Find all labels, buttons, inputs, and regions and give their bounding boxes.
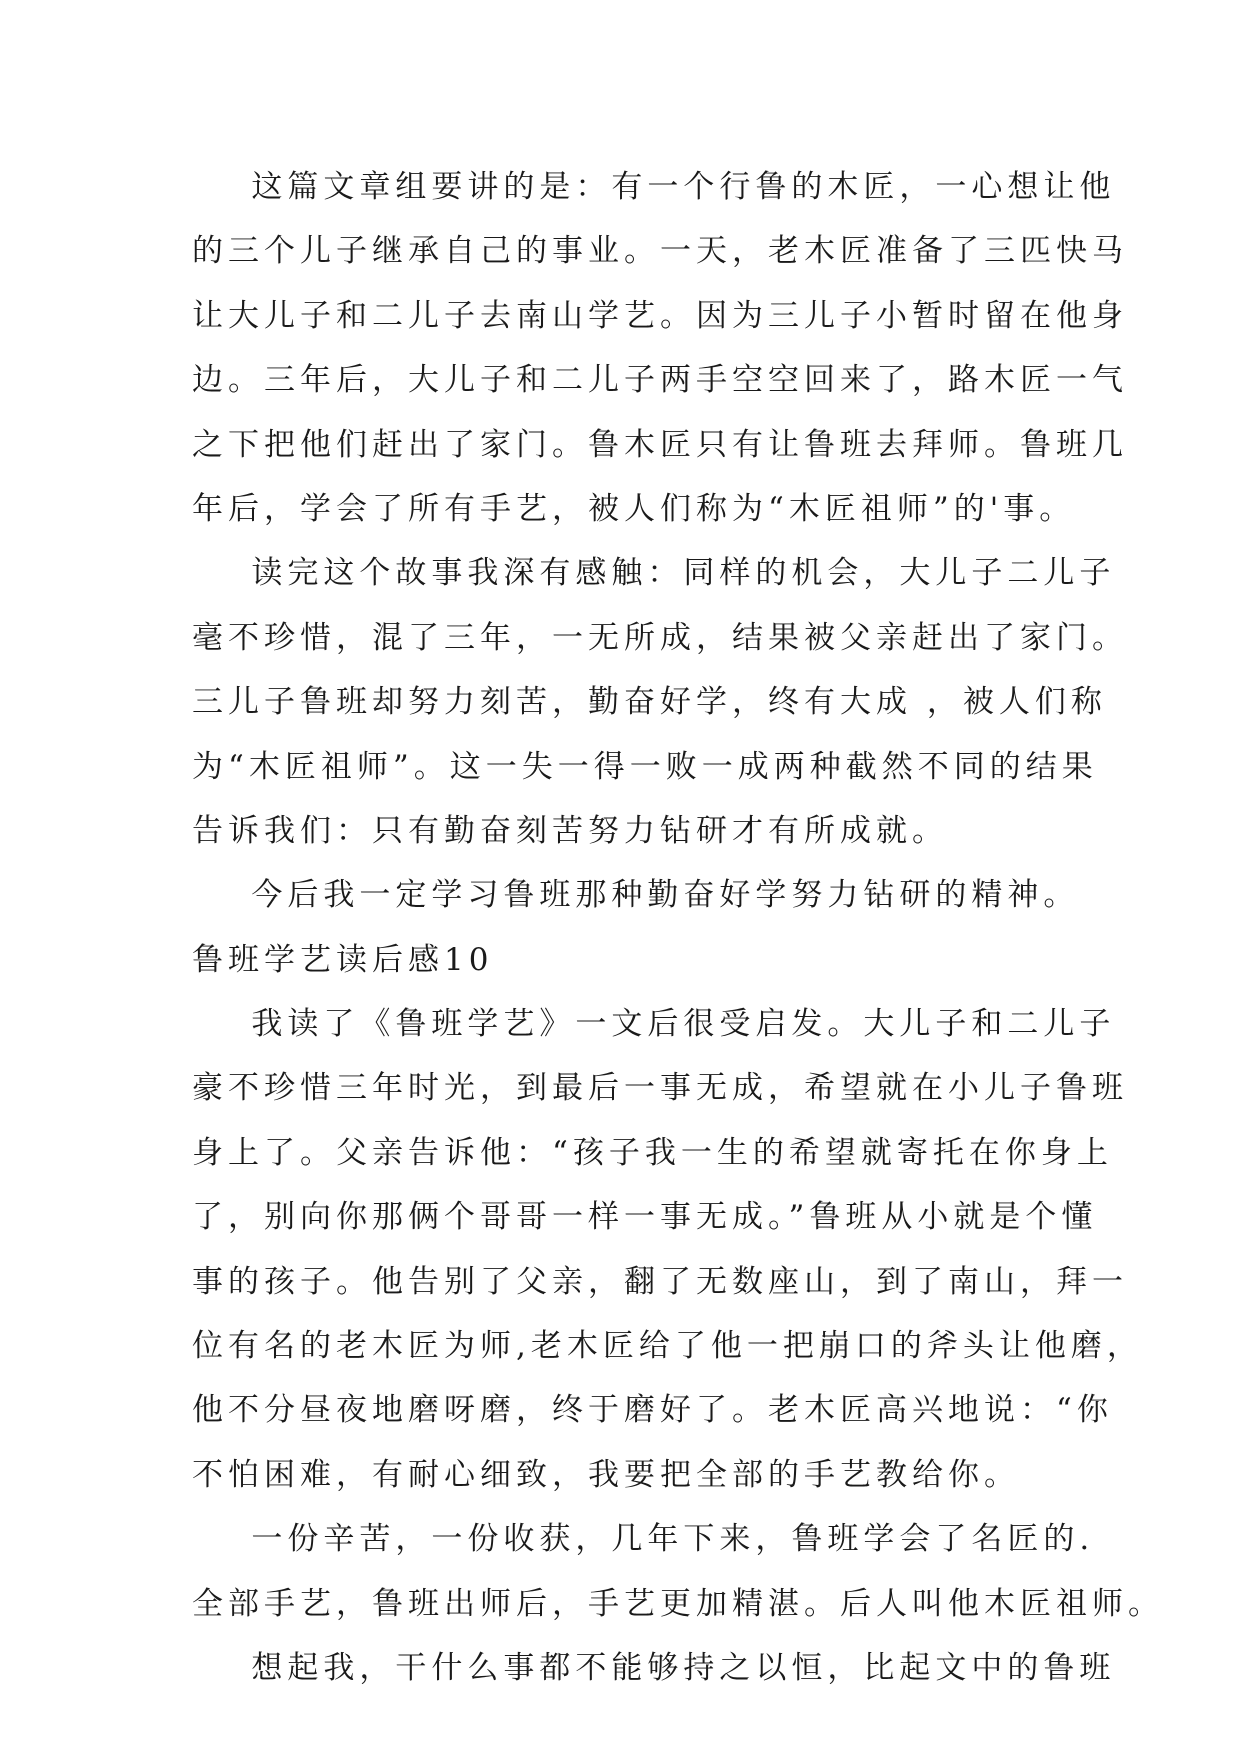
text-line: 的三个儿子继承自己的事业。一天，老木匠准备了三匹快马 [192,233,1128,270]
text-line: 这篇文章组要讲的是：有一个行鲁的木匠，一心想让他 [192,169,1116,205]
text-line: 不怕困难，有耐心细致，我要把全部的手艺教给你。 [192,1456,1020,1493]
section-heading: 鲁班学艺读后感10 [192,941,494,978]
text-line: 一份辛苦，一份收获，几年下来，鲁班学会了名匠的. [192,1521,1095,1558]
text-line: 身上了。父亲告诉他：“孩子我一生的希望就寄托在你身上 [192,1134,1113,1171]
text-line: 读完这个故事我深有感触：同样的机会，大儿子二儿子 [192,555,1116,592]
text-line: 之下把他们赶出了家门。鲁木匠只有让鲁班去拜师。鲁班几 [192,426,1128,463]
text-line: 年后，学会了所有手艺，被人们称为“木匠祖师”的'事。 [192,490,1076,527]
text-line: 让大儿子和二儿子去南山学艺。因为三儿子小暂时留在他身 [192,297,1128,334]
document-body [192,155,1164,1700]
text-line: 边。三年后，大儿子和二儿子两手空空回来了，路木匠一气 [192,362,1128,399]
text-line: 事的孩子。他告别了父亲，翻了无数座山，到了南山，拜一 [192,1263,1128,1300]
text-line: 位有名的老木匠为师,老木匠给了他一把崩口的斧头让他磨， [192,1328,1143,1365]
text-line: 今后我一定学习鲁班那种勤奋好学努力钻研的精神。 [192,877,1080,914]
text-line: 豪不珍惜三年时光，到最后一事无成，希望就在小儿子鲁班 [192,1070,1128,1107]
text-line: 了，别向你那俩个哥哥一样一事无成。”鲁班从小就是个懂 [192,1199,1098,1236]
text-line: 为“木匠祖师”。这一失一得一败一成两种截然不同的结果 [192,748,1098,785]
text-line: 三儿子鲁班却努力刻苦，勤奋好学，终有大成 ，被人们称 [192,684,1107,721]
text-line: 我读了《鲁班学艺》一文后很受启发。大儿子和二儿子 [192,1006,1116,1043]
text-line: 想起我，干什么事都不能够持之以恒，比起文中的鲁班 [192,1649,1116,1686]
text-line: 毫不珍惜，混了三年，一无所成，结果被父亲赶出了家门。 [192,619,1128,656]
text-line: 全部手艺，鲁班出师后，手艺更加精湛。后人叫他木匠祖师。 [192,1585,1164,1622]
text-line: 告诉我们：只有勤奋刻苦努力钻研才有所成就。 [192,812,948,849]
text-line: 他不分昼夜地磨呀磨，终于磨好了。老木匠高兴地说：“你 [192,1392,1113,1429]
